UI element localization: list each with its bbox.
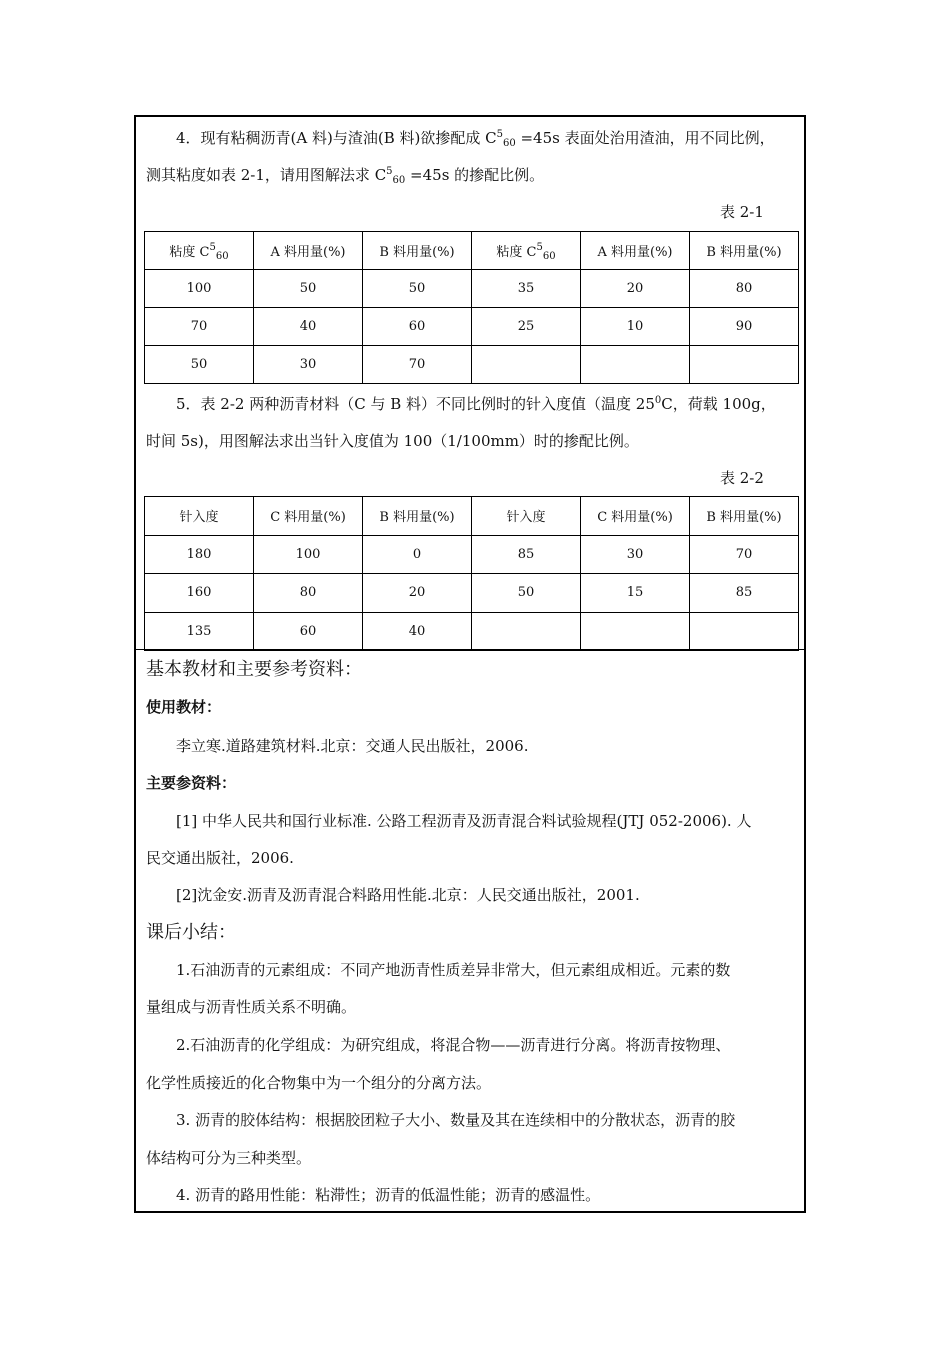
summary-heading: 课后小结：: [146, 922, 236, 943]
textbook-label: 使用教材：: [146, 698, 222, 716]
table-cell: 30: [581, 535, 690, 574]
header-cell: 针入度: [145, 497, 254, 536]
summary-p4: 4. 沥青的路用性能：粘滞性；沥青的低温性能；沥青的感温性。: [176, 1186, 601, 1204]
table-cell: 60: [363, 308, 472, 346]
table-cell: 135: [145, 612, 254, 651]
table-cell: [690, 612, 799, 651]
summary-p1-line1: 1.石油沥青的元素组成：不同产地沥青性质差异非常大，但元素组成相近。元素的数: [176, 961, 731, 979]
table-cell: 50: [254, 270, 363, 308]
header-cell: B 料用量(%): [363, 232, 472, 270]
table-cell: 40: [363, 612, 472, 651]
summary-p3-line2: 体结构可分为三种类型。: [146, 1149, 312, 1167]
table-cell: 50: [145, 346, 254, 384]
table-cell: 25: [472, 308, 581, 346]
header-cell: 粘度 $C^5_{60}$: [145, 232, 254, 270]
references-heading: 基本教材和主要参考资料：: [146, 659, 362, 680]
reference-1-line1: [1] 中华人民共和国行业标准. 公路工程沥青及沥青混合料试验规程(JTJ 052-2006). 人: [176, 812, 752, 830]
table-cell: 80: [690, 270, 799, 308]
header-cell: B 料用量(%): [363, 497, 472, 536]
header-cell: B 料用量(%): [690, 232, 799, 270]
problem5-line1: 5．表 2-2 两种沥青材料（C 与 B 料）不同比例时的针入度值（温度 $25^0C$，荷载 100g，: [176, 395, 776, 413]
table-row: [145, 535, 799, 574]
summary-p3-line1: 3. 沥青的胶体结构：根据胶团粒子大小、数量及其在连续相中的分散状态，沥青的胶: [176, 1111, 736, 1129]
table-cell: 15: [581, 574, 690, 613]
table-row: [145, 308, 799, 346]
table-cell: [472, 612, 581, 651]
reference-2: [2]沈金安.沥青及沥青混合料路用性能.北京：人民交通出版社，2001.: [176, 886, 640, 904]
table-cell: 85: [690, 574, 799, 613]
table-2-1: [144, 231, 799, 384]
main-references-label: 主要参资料：: [146, 774, 237, 792]
problem4-line2: 测其粘度如表 2-1，请用图解法求 $C^5_{60} =45s$ 的掺配比例。: [146, 166, 545, 186]
table-cell: 160: [145, 574, 254, 613]
table-cell: 50: [472, 574, 581, 613]
table-header-row: [145, 232, 799, 270]
table1-caption: 表 2-1: [720, 203, 764, 221]
header-cell: A 料用量(%): [581, 232, 690, 270]
summary-p1-line2: 量组成与沥青性质关系不明确。: [146, 998, 357, 1016]
table-row: [145, 574, 799, 613]
table-cell: 30: [254, 346, 363, 384]
table-2-2: [144, 496, 799, 651]
table-cell: 20: [363, 574, 472, 613]
table-cell: 60: [254, 612, 363, 651]
table-row: [145, 270, 799, 308]
reference-1-line2: 民交通出版社，2006.: [146, 849, 294, 867]
table-cell: [581, 612, 690, 651]
summary-p2-line2: 化学性质接近的化合物集中为一个组分的分离方法。: [146, 1074, 492, 1092]
table-cell: 100: [145, 270, 254, 308]
table-header-row: [145, 497, 799, 536]
table-cell: [581, 346, 690, 384]
header-cell: C 料用量(%): [254, 497, 363, 536]
table-cell: 70: [363, 346, 472, 384]
textbook-entry: 李立寒.道路建筑材料.北京：交通人民出版社，2006.: [176, 737, 529, 755]
header-cell: A 料用量(%): [254, 232, 363, 270]
table-cell: 35: [472, 270, 581, 308]
problem4-line1: 4．现有粘稠沥青(A 料)与渣油(B 料)欲掺配成 $C^5_{60} =45s$ 表面处治用渣油，用不同比例，: [176, 129, 775, 149]
header-cell: C 料用量(%): [581, 497, 690, 536]
table-cell: 80: [254, 574, 363, 613]
table-cell: 70: [690, 535, 799, 574]
table-cell: 20: [581, 270, 690, 308]
table-cell: 100: [254, 535, 363, 574]
table-cell: 50: [363, 270, 472, 308]
table-cell: 90: [690, 308, 799, 346]
table-row: [145, 612, 799, 651]
header-cell: B 料用量(%): [690, 497, 799, 536]
table-cell: [472, 346, 581, 384]
header-cell: 粘度 $C^5_{60}$: [472, 232, 581, 270]
header-cell: 针入度: [472, 497, 581, 536]
table-cell: [690, 346, 799, 384]
table-cell: 85: [472, 535, 581, 574]
table-cell: 0: [363, 535, 472, 574]
summary-p2-line1: 2.石油沥青的化学组成：为研究组成，将混合物——沥青进行分离。将沥青按物理、: [176, 1036, 731, 1054]
table2-caption: 表 2-2: [720, 469, 764, 487]
table-cell: 10: [581, 308, 690, 346]
problem5-line2: 时间 5s)，用图解法求出当针入度值为 100（1/100mm）时的掺配比例。: [146, 432, 639, 450]
table-cell: 180: [145, 535, 254, 574]
table-cell: 40: [254, 308, 363, 346]
table-row: [145, 346, 799, 384]
table-cell: 70: [145, 308, 254, 346]
